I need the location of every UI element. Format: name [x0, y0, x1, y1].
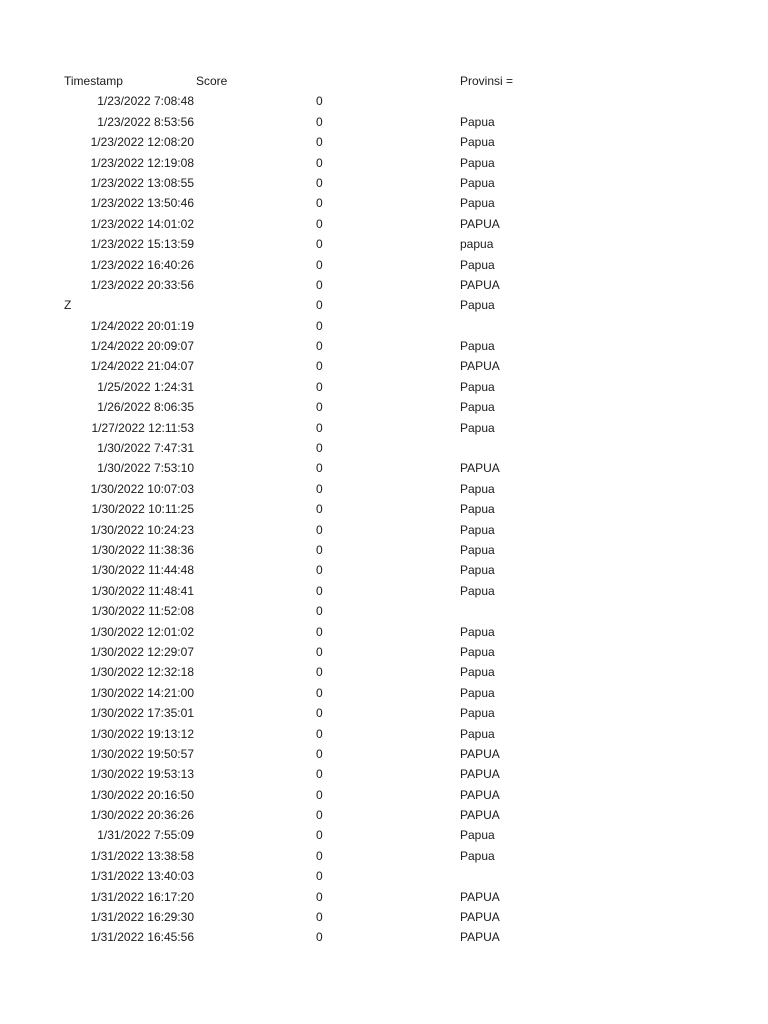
table-row [0, 214, 768, 234]
table-row [0, 316, 768, 336]
cell-timestamp: 1/31/2022 7:55:09 [97, 828, 194, 843]
cell-timestamp: 1/31/2022 16:17:20 [90, 889, 194, 904]
table-row [0, 255, 768, 275]
cell-timestamp: 1/23/2022 16:40:26 [90, 257, 194, 272]
cell-score: 0 [316, 767, 323, 782]
cell-timestamp: Z [64, 298, 72, 313]
cell-provinsi: PAPUA [460, 787, 500, 802]
cell-provinsi: PAPUA [460, 767, 500, 782]
cell-score: 0 [316, 604, 323, 619]
cell-provinsi: PAPUA [460, 930, 500, 945]
cell-score: 0 [316, 114, 323, 129]
cell-score: 0 [316, 828, 323, 843]
cell-score: 0 [316, 644, 323, 659]
cell-timestamp: 1/30/2022 12:32:18 [90, 665, 194, 680]
table-row [0, 581, 768, 601]
table-row [0, 418, 768, 438]
cell-score: 0 [316, 624, 323, 639]
cell-timestamp: 1/30/2022 10:11:25 [91, 502, 194, 517]
cell-timestamp: 1/31/2022 16:29:30 [90, 910, 194, 925]
cell-provinsi: Papua [460, 196, 495, 211]
cell-timestamp: 1/23/2022 7:08:48 [97, 94, 194, 109]
header-timestamp: Timestamp [64, 74, 123, 88]
table-row [0, 193, 768, 213]
cell-score: 0 [316, 257, 323, 272]
table-row [0, 295, 768, 315]
cell-timestamp: 1/30/2022 10:07:03 [90, 481, 194, 496]
cell-score: 0 [316, 787, 323, 802]
cell-timestamp: 1/30/2022 19:13:12 [90, 726, 194, 741]
cell-timestamp: 1/23/2022 14:01:02 [90, 216, 194, 231]
cell-timestamp: 1/30/2022 11:52:08 [91, 604, 194, 619]
cell-score: 0 [316, 502, 323, 517]
table-row [0, 275, 768, 295]
cell-provinsi: Papua [460, 481, 495, 496]
cell-timestamp: 1/23/2022 8:53:56 [97, 114, 194, 129]
cell-score: 0 [316, 869, 323, 884]
cell-provinsi: Papua [460, 420, 495, 435]
header-score: Score [196, 74, 228, 88]
cell-timestamp: 1/31/2022 13:38:58 [90, 848, 194, 863]
cell-score: 0 [316, 481, 323, 496]
cell-provinsi: PAPUA [460, 461, 500, 476]
cell-provinsi: Papua [460, 848, 495, 863]
table-row [0, 499, 768, 519]
cell-timestamp: 1/30/2022 11:38:36 [91, 542, 194, 557]
cell-timestamp: 1/24/2022 20:01:19 [90, 318, 194, 333]
cell-score: 0 [316, 706, 323, 721]
cell-score: 0 [316, 318, 323, 333]
header-provinsi: Provinsi = [460, 74, 514, 88]
table-row [0, 866, 768, 886]
cell-score: 0 [316, 277, 323, 292]
cell-score: 0 [316, 930, 323, 945]
cell-provinsi: Papua [460, 542, 495, 557]
table-row [0, 927, 768, 947]
cell-provinsi: PAPUA [460, 277, 500, 292]
table-row [0, 703, 768, 723]
cell-timestamp: 1/30/2022 11:48:41 [91, 583, 194, 598]
cell-score: 0 [316, 216, 323, 231]
cell-timestamp: 1/30/2022 10:24:23 [90, 522, 194, 537]
table-row [0, 744, 768, 764]
cell-score: 0 [316, 379, 323, 394]
table-row [0, 601, 768, 621]
table-row [0, 91, 768, 111]
table-row [0, 336, 768, 356]
cell-timestamp: 1/30/2022 19:50:57 [90, 746, 194, 761]
cell-provinsi: Papua [460, 726, 495, 741]
cell-provinsi: Papua [460, 379, 495, 394]
cell-score: 0 [316, 175, 323, 190]
cell-provinsi: Papua [460, 624, 495, 639]
cell-score: 0 [316, 889, 323, 904]
header-row [0, 71, 768, 91]
cell-score: 0 [316, 583, 323, 598]
cell-timestamp: 1/30/2022 7:47:31 [97, 441, 194, 456]
table-row [0, 520, 768, 540]
cell-provinsi: PAPUA [460, 216, 500, 231]
cell-provinsi: papua [460, 237, 494, 252]
cell-score: 0 [316, 155, 323, 170]
table-row [0, 356, 768, 376]
cell-score: 0 [316, 339, 323, 354]
cell-score: 0 [316, 910, 323, 925]
cell-provinsi: Papua [460, 706, 495, 721]
table-row [0, 540, 768, 560]
cell-score: 0 [316, 359, 323, 374]
cell-score: 0 [316, 196, 323, 211]
cell-provinsi: Papua [460, 644, 495, 659]
cell-timestamp: 1/24/2022 21:04:07 [90, 359, 194, 374]
table-row [0, 846, 768, 866]
table-row [0, 907, 768, 927]
cell-timestamp: 1/31/2022 16:45:56 [90, 930, 194, 945]
table-row [0, 764, 768, 784]
cell-timestamp: 1/27/2022 12:11:53 [91, 420, 194, 435]
cell-score: 0 [316, 542, 323, 557]
table-row [0, 805, 768, 825]
table-row [0, 887, 768, 907]
cell-score: 0 [316, 522, 323, 537]
cell-timestamp: 1/25/2022 1:24:31 [97, 379, 194, 394]
cell-timestamp: 1/23/2022 12:19:08 [90, 155, 194, 170]
table-row [0, 153, 768, 173]
cell-provinsi: Papua [460, 175, 495, 190]
cell-score: 0 [316, 685, 323, 700]
cell-provinsi: Papua [460, 339, 495, 354]
cell-timestamp: 1/30/2022 19:53:13 [90, 767, 194, 782]
cell-timestamp: 1/30/2022 20:36:26 [90, 808, 194, 823]
cell-provinsi: Papua [460, 685, 495, 700]
cell-provinsi: Papua [460, 114, 495, 129]
cell-provinsi: Papua [460, 298, 495, 313]
table-row [0, 458, 768, 478]
cell-score: 0 [316, 400, 323, 415]
table-row [0, 825, 768, 845]
cell-timestamp: 1/23/2022 13:50:46 [90, 196, 194, 211]
cell-provinsi: PAPUA [460, 808, 500, 823]
cell-provinsi: PAPUA [460, 910, 500, 925]
cell-provinsi: Papua [460, 155, 495, 170]
table-row [0, 479, 768, 499]
cell-timestamp: 1/30/2022 17:35:01 [90, 706, 194, 721]
cell-score: 0 [316, 135, 323, 150]
cell-score: 0 [316, 94, 323, 109]
cell-provinsi: Papua [460, 135, 495, 150]
cell-provinsi: PAPUA [460, 746, 500, 761]
table-row [0, 785, 768, 805]
cell-timestamp: 1/26/2022 8:06:35 [97, 400, 194, 415]
table-body [0, 91, 768, 947]
cell-provinsi: PAPUA [460, 359, 500, 374]
table-row [0, 560, 768, 580]
cell-score: 0 [316, 441, 323, 456]
table-row [0, 234, 768, 254]
table-row [0, 132, 768, 152]
cell-timestamp: 1/23/2022 20:33:56 [90, 277, 194, 292]
table-row [0, 438, 768, 458]
table-row [0, 397, 768, 417]
cell-timestamp: 1/30/2022 7:53:10 [97, 461, 194, 476]
cell-timestamp: 1/24/2022 20:09:07 [90, 339, 194, 354]
cell-timestamp: 1/30/2022 12:01:02 [90, 624, 194, 639]
table-row [0, 173, 768, 193]
cell-score: 0 [316, 563, 323, 578]
cell-provinsi: Papua [460, 563, 495, 578]
cell-score: 0 [316, 420, 323, 435]
cell-timestamp: 1/23/2022 12:08:20 [90, 135, 194, 150]
cell-timestamp: 1/30/2022 14:21:00 [90, 685, 194, 700]
cell-provinsi: Papua [460, 257, 495, 272]
cell-provinsi: Papua [460, 828, 495, 843]
table-row [0, 112, 768, 132]
cell-provinsi: Papua [460, 502, 495, 517]
cell-timestamp: 1/23/2022 15:13:59 [90, 237, 194, 252]
cell-timestamp: 1/23/2022 13:08:55 [90, 175, 194, 190]
cell-provinsi: Papua [460, 665, 495, 680]
cell-score: 0 [316, 848, 323, 863]
table-row [0, 377, 768, 397]
table-row [0, 683, 768, 703]
cell-provinsi: Papua [460, 522, 495, 537]
spreadsheet-page [0, 71, 768, 948]
table-row [0, 642, 768, 662]
cell-timestamp: 1/30/2022 11:44:48 [91, 563, 194, 578]
cell-timestamp: 1/30/2022 20:16:50 [90, 787, 194, 802]
cell-score: 0 [316, 808, 323, 823]
cell-provinsi: Papua [460, 583, 495, 598]
table-row [0, 662, 768, 682]
cell-score: 0 [316, 665, 323, 680]
cell-score: 0 [316, 746, 323, 761]
cell-score: 0 [316, 298, 323, 313]
cell-score: 0 [316, 726, 323, 741]
cell-timestamp: 1/30/2022 12:29:07 [90, 644, 194, 659]
cell-provinsi: Papua [460, 400, 495, 415]
table-row [0, 724, 768, 744]
cell-provinsi: PAPUA [460, 889, 500, 904]
cell-score: 0 [316, 461, 323, 476]
cell-score: 0 [316, 237, 323, 252]
table-row [0, 622, 768, 642]
cell-timestamp: 1/31/2022 13:40:03 [90, 869, 194, 884]
